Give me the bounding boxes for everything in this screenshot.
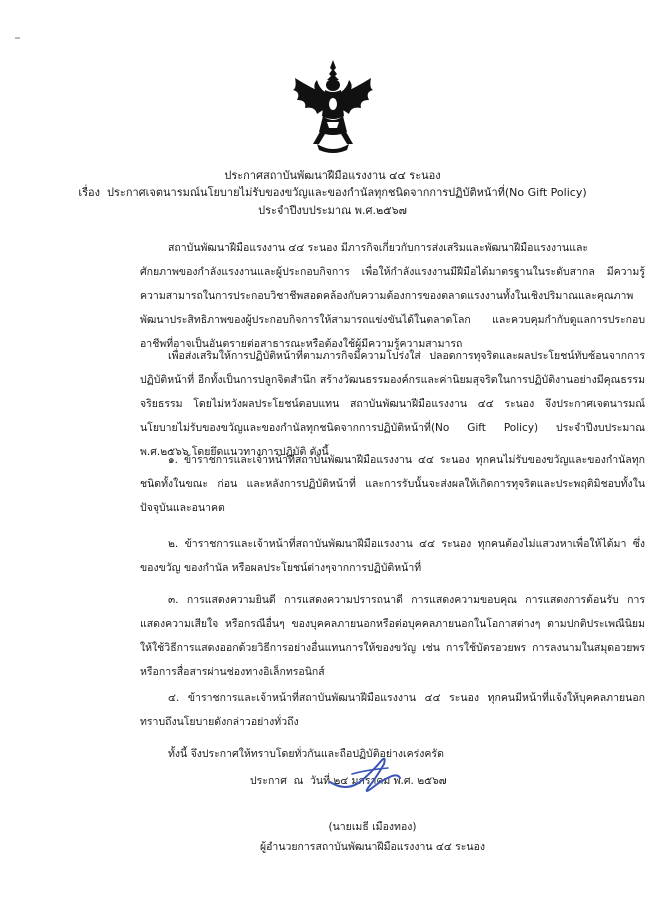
intro-rest: ศักยภาพของกำลังแรงงานและผู้ประกอบกิจการ เพื่อให้กำลังแรงงานมีฝีมือได้มาตรฐานในระดับสากล มีความรู้ความสามารถในการประกอบวิชาชีพสอดคล้องกับความต้องการของตลาดแรงงานทั้งในเชิงปริมาณและคุณภาพ พัฒนาประสิทธิภาพของผู้ประกอบกิจการให้สามารถแข่งขันได้ในตลาดโลก และควบคุมกำกับดูแลการประกอบอาชีพที่อาจเป็นอันตรายต่อสาธารณะหรือต้องใช้ผู้มีความรู้ความสามารถ [140,266,645,350]
policy-item-1: ๑. ข้าราชการและเจ้าหน้าที่สถาบันพัฒนาฝีมือแรงงาน ๔๔ ระนอง ทุกคนไม่รับของขวัญและของกำนัลทุกชนิดทั้งในขณะ ก่อน และหลังการปฏิบัติหน้าที่ และการรับนั้นจะส่งผลให้เกิดการทุจริตและประพฤติมิชอบทั้งในปัจจุบันและอนาคต [140,454,645,514]
intro-paragraph [140,260,645,356]
garuda-emblem-icon [287,58,379,156]
closing-statement: ทั้งนี้ จึงประกาศให้ทราบโดยทั่วกันและถือปฏิบัติอย่างเคร่งครัด [168,748,444,760]
scan-mark [15,37,20,39]
policy-item-3: ๓. การแสดงความยินดี การแสดงความปรารถนาดี การแสดงความขอบคุณ การแสดงการต้อนรับ การแสดงความเสียใจ หรือกรณีอื่นๆ ของบุคคลภายนอกหรือต่อบุคคลภายนอกในโอกาสต่างๆ ตามปกติประเพณีนิยม ให้ใช้วิธีการแสดงออกด้วยวิธีการอย่างอื่นแทนการให้ของขวัญ เช่น การใช้บัตรอวยพร การลงนามในสมุดอวยพรหรือการสื่อสารผ่านช่องทางอิเล็กทรอนิกส์ [140,594,645,678]
purpose-text: เพื่อส่งเสริมให้การปฏิบัติหน้าที่ตามภารกิจมีความโปร่งใส่ ปลอดการทุจริตและผลประโยชน์ทับซ้อนจากการปฏิบัติหน้าที่ อีกทั้งเป็นการปลูกจิตสำนึก สร้างวัฒนธรรมองค์กรและค่านิยมสุจริตในการปฏิบัติงานอย่างมีคุณธรรมจริยธรรม โดยไม่หวังผลประโยชน์ตอบแทน สถาบันพัฒนาฝีมือแรงงาน ๔๔ ระนอง จึงประกาศเจตนารมณ์นโยบายไม่รับของขวัญและของกำนัลทุกชนิดจากการปฏิบัติหน้าที่(No Gift Policy) ประจำปีงบประมาณ พ.ศ.๒๕๖๖ โดยยึดแนวทางการปฏิบัติ ดังนี้ [140,350,645,458]
fiscal-year-line: ประจำปีงบประมาณ พ.ศ.๒๕๖๗ [258,204,407,217]
announced-label: ประกาศ [250,775,287,787]
intro-first-line: สถาบันพัฒนาฝีมือแรงงาน ๔๔ ระนอง มีภารกิจเกี่ยวกับการส่งเสริมและพัฒนาฝีมือแรงงานและ [168,242,589,254]
purpose-paragraph [140,344,645,464]
policy-item [140,448,645,520]
issuer-line: ประกาศสถาบันพัฒนาฝีมือแรงงาน ๔๔ ระนอง [224,169,441,182]
policy-item [140,532,645,580]
subject-line [0,183,665,201]
policy-item [140,588,645,684]
signer-position: ผู้อำนวยการสถาบันพัฒนาฝีมือแรงงาน ๔๔ ระนอง [259,841,486,853]
announced-at: ณ [293,775,304,787]
announced-date: วันที่ ๒๔ มกราคม พ.ศ. ๒๕๖๗ [310,775,447,787]
policy-item-2: ๒. ข้าราชการและเจ้าหน้าที่สถาบันพัฒนาฝีมือแรงงาน ๔๔ ระนอง ทุกคนต้องไม่แสวงหาเพื่อให้ได้มา ซึ่งของขวัญ ของกำนัล หรือผลประโยชน์ต่างๆจากการปฏิบัติหน้าที่ [140,538,645,574]
subject-text: ประกาศเจตนารมณ์นโยบายไม่รับของขวัญและของกำนัลทุกชนิดจากการปฏิบัติหน้าที่(No Gift Policy) [107,186,587,199]
policy-item [140,686,645,734]
signer-name: (นายเมธี เมืองทอง) [328,821,417,833]
subject-label: เรื่อง [78,186,101,199]
policy-item-4: ๔. ข้าราชการและเจ้าหน้าที่สถาบันพัฒนาฝีมือแรงงาน ๔๔ ระนอง ทุกคนมีหน้าที่แจ้งให้บุคคลภายนอกทราบถึงนโยบายดังกล่าวอย่างทั่วถึง [140,692,645,728]
handwritten-signature [326,752,404,798]
